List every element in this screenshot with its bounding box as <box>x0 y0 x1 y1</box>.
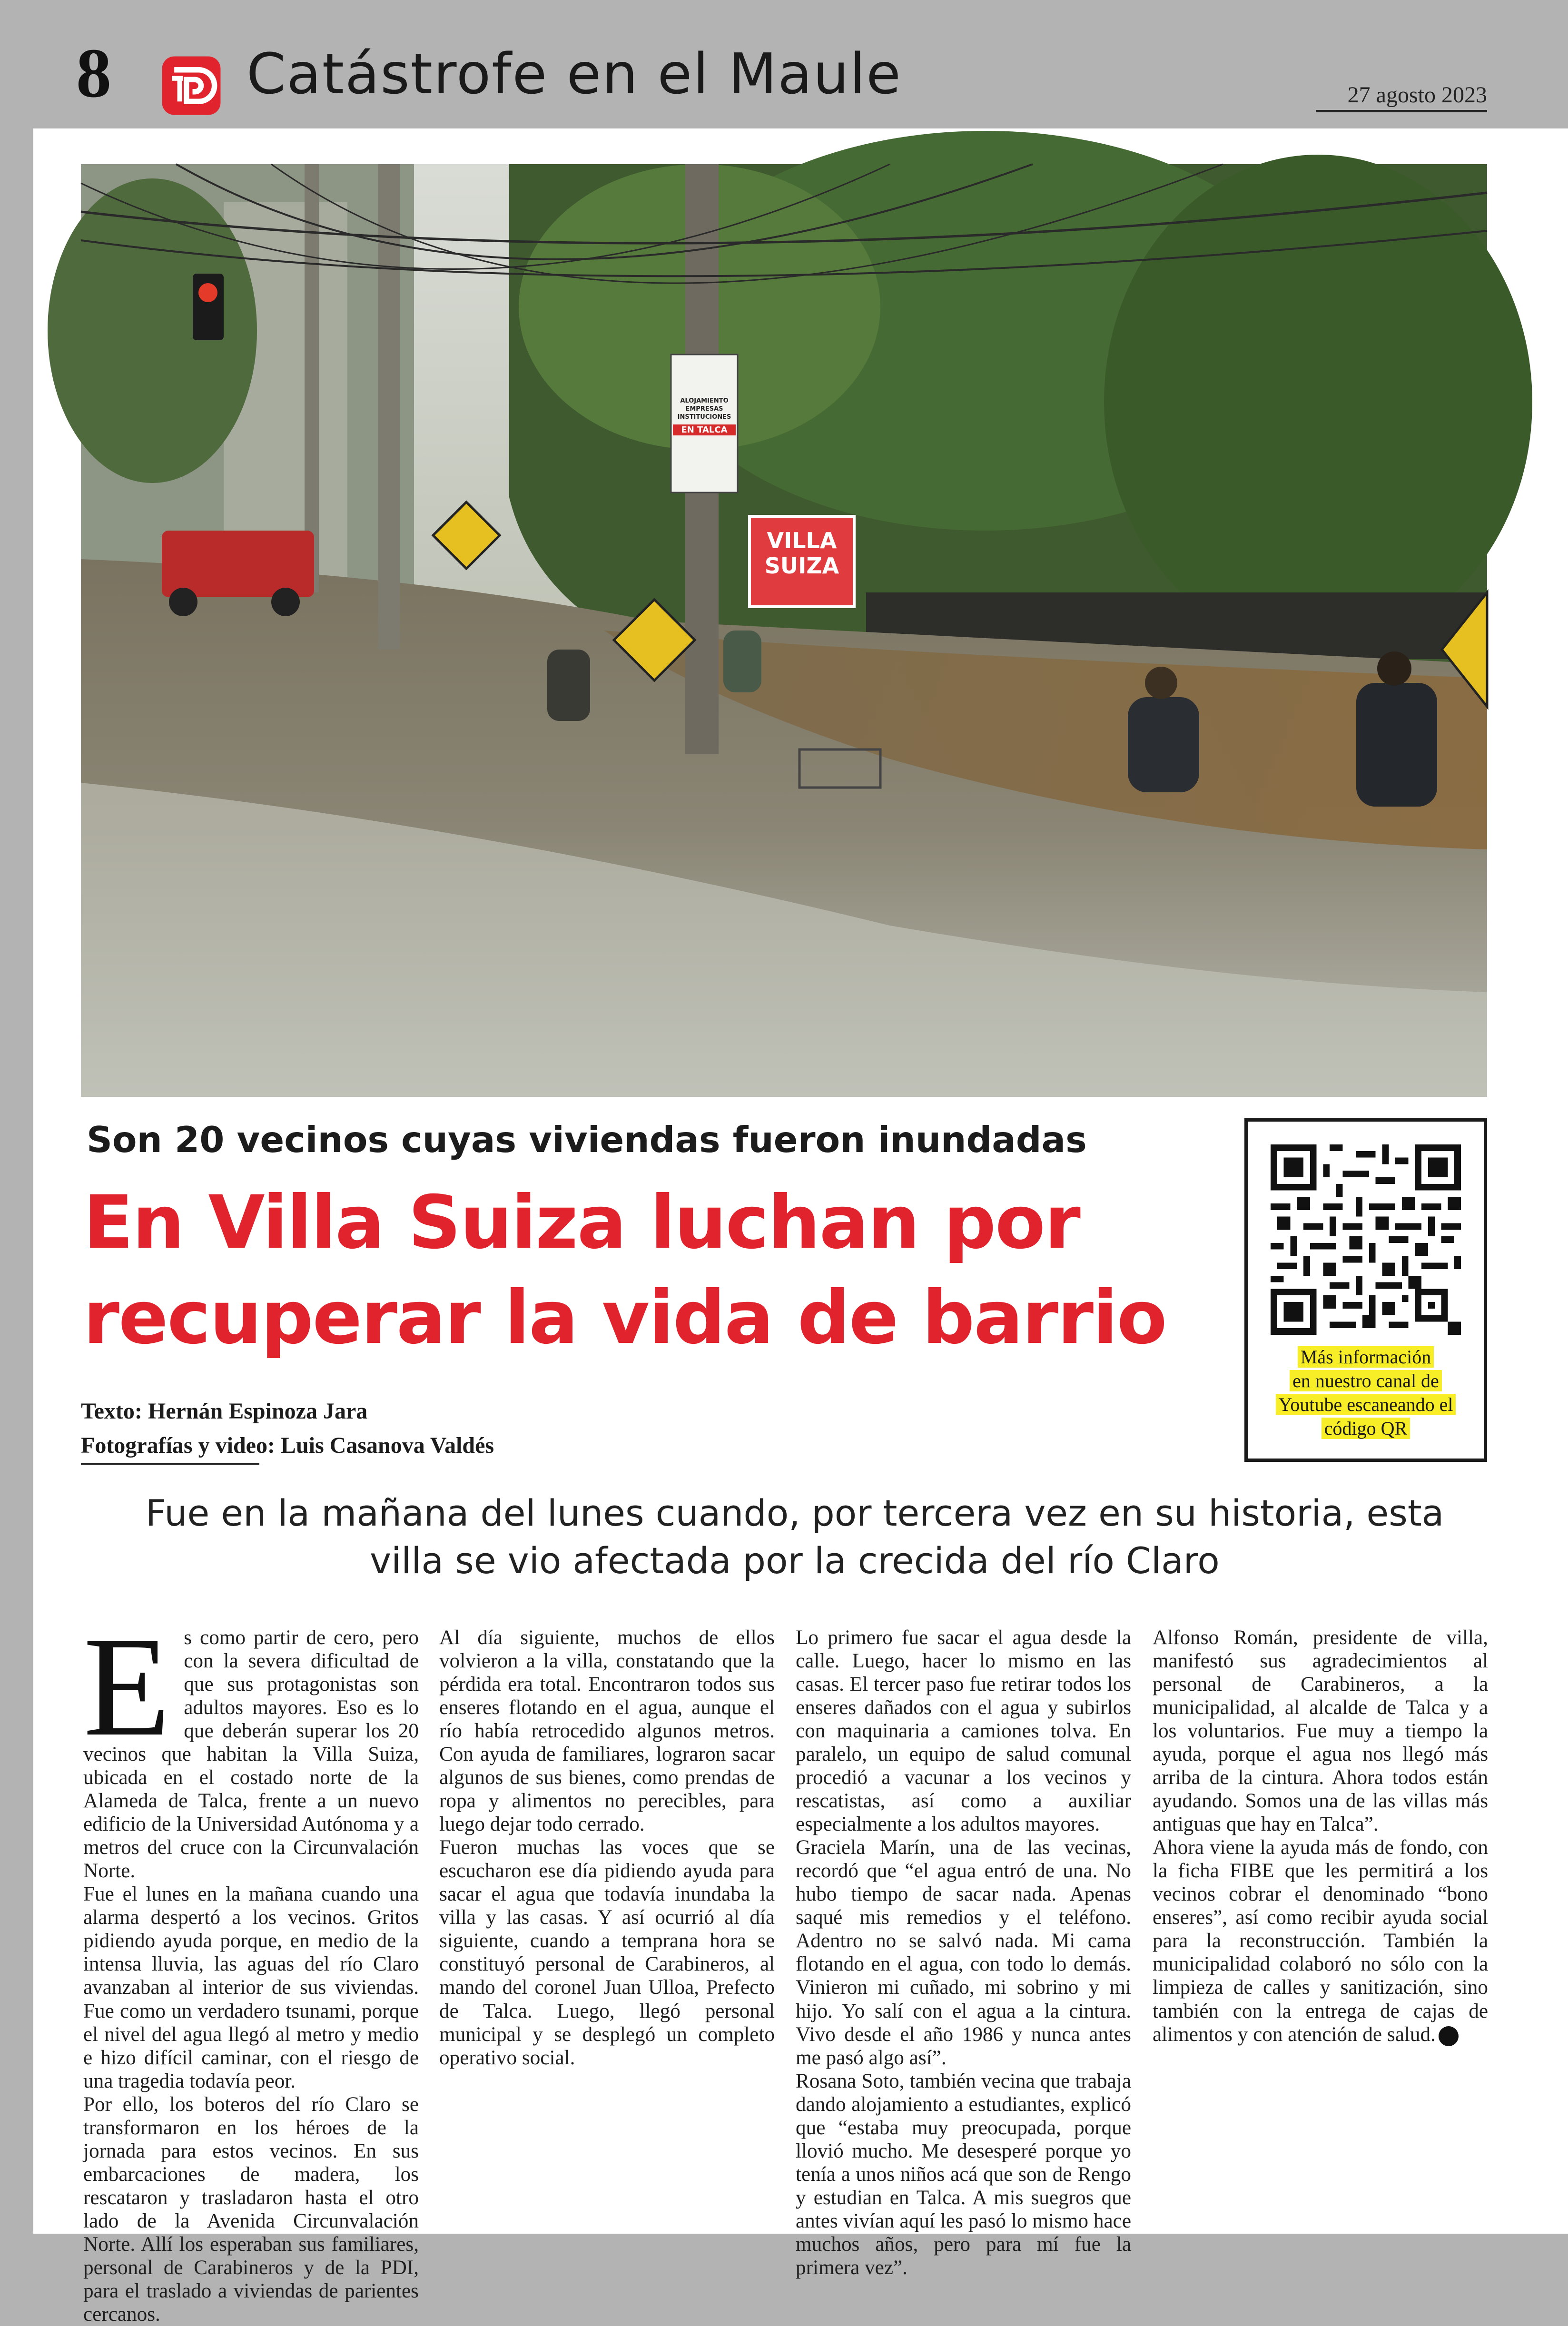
paragraph-5: Fueron muchas las voces que se escucharon ese día pidiendo ayuda para sacar el agua que todavía inundaba la villa y las casas. Y así ocurrió al día siguiente, cuando a temprana hora se constituyó personal de Carabineros, al mando del coronel Juan Ulloa, Prefecto de Talca. Luego, llegó personal municipal y se desplegó un completo operativo social. <box>439 1836 775 2069</box>
lodging-sign: ALOJAMIENTO EMPRESAS INSTITUCIONES EN TALCA <box>673 397 736 435</box>
paragraph-10: Ahora viene la ayuda más de fondo, con la ficha FIBE que les permitirá a los vecinos cobrar el denominado “bono enseres”, así como recibir ayuda social para la reconstrucción. También la municipalidad colaboró no sólo con la limpieza de calles y sanitización, sino también con la entrega de cajas de alimentos y con atención de salud. <box>1153 1836 1488 2046</box>
newspaper-logo-icon <box>161 55 222 116</box>
credits-divider <box>81 1463 259 1465</box>
villa-suiza-sign: VILLA SUIZA <box>764 528 839 579</box>
paragraph-3: Por ello, los boteros del río Claro se transformaron en los héroes de la jornada para estos vecinos. En sus embarcaciones de madera, los rescataron y trasladaron hasta el otro lado de la Avenida Circunvalación Norte. Allí los esperaban sus familiares, personal de Carabineros y de la PDI, para el traslado a viviendas de parientes cercanos. <box>83 2093 419 2326</box>
headline-line-2: recuperar la vida de barrio <box>83 1275 1166 1361</box>
article-column-1 <box>83 1607 419 2326</box>
flood-photo <box>81 164 1487 1097</box>
article-credits <box>81 1394 494 1463</box>
article-column-4 <box>1153 1626 1488 2046</box>
end-of-article-icon <box>1439 2026 1459 2046</box>
paragraph-6: Lo primero fue sacar el agua desde la calle. Luego, hacer lo mismo en las casas. El tercer paso fue retirar todos los enseres dañados con el agua y subirlos con maquinaria a camiones tolva. En paralelo, un equipo de salud comunal procedió a vacunar a los vecinos y rescatistas, así como a auxiliar especialmente a los adultos mayores. <box>796 1626 1131 1836</box>
page-number: 8 <box>76 34 111 112</box>
article-kicker: Son 20 vecinos cuyas viviendas fueron inundadas <box>87 1119 1087 1161</box>
paragraph-8: Rosana Soto, también vecina que trabaja dando alojamiento a estudiantes, explicó que “estaba muy preocupada, porque llovió mucho. Me desesperé porque yo tenía a unos niños acá que son de Rengo y estudian en Talca. A mis suegros que antes vivían aquí les pasó lo mismo hace muchos años, pero para mí fue la primera vez”. <box>796 2070 1131 2279</box>
qr-box[interactable] <box>1244 1118 1487 1462</box>
article-column-2 <box>439 1626 775 2070</box>
credits-text-author: Texto: Hernán Espinoza Jara <box>81 1399 368 1424</box>
drop-cap: E <box>83 1607 171 1765</box>
paragraph-1: s como partir de cero, pero con la severa dificultad de que sus protagonistas son adultos mayores. Eso es lo que deberán superar los 20 vecinos que habitan la Villa Suiza, ubicada en el costado norte de la Alameda de Talca, frente a un nuevo edificio de la Universidad Autónoma y a metros del cruce con la Circunvalación Norte. <box>83 1626 419 1882</box>
page-sheet <box>33 128 1568 2326</box>
article-headline <box>83 1175 1302 1366</box>
paragraph-4: Al día siguiente, muchos de ellos volvieron a la villa, constatando que la pérdida era total. Encontraron todos sus enseres flotando en el agua, aunque el río había retrocedido algunos metros. Con ayuda de familiares, lograron sacar algunos de sus bienes, como prendas de ropa y alimentos no perecibles, para luego dejar todo cerrado. <box>439 1626 775 1836</box>
article-deck: Fue en la mañana del lunes cuando, por tercera vez en su historia, esta villa se vio afectada por la crecida del río Claro <box>145 1492 1444 1582</box>
paragraph-2: Fue el lunes en la mañana cuando una alarma despertó a los vecinos. Gritos pidiendo ayuda porque, en medio de la intensa lluvia, las aguas del río Claro avanzaban al interior de sus viviendas. Fue como un verdadero tsunami, porque el nivel del agua llegó al metro y medio e hizo difícil caminar, con el riesgo de una tragedia todavía peor. <box>83 1883 419 2092</box>
headline-line-1: En Villa Suiza luchan por <box>83 1180 1080 1265</box>
issue-date: 27 agosto 2023 <box>1316 82 1487 112</box>
section-title: Catástrofe en el Maule <box>247 41 902 107</box>
credits-photo-author: Fotografías y video: Luis Casanova Valdés <box>81 1433 494 1458</box>
qr-code-icon[interactable] <box>1271 1144 1461 1335</box>
paragraph-9: Alfonso Román, presidente de villa, manifestó sus agradecimientos al personal de Carabineros, a la municipalidad, al alcalde de Talca y a los voluntarios. Fue muy a tiempo la ayuda, porque el agua nos llegó más arriba de la cintura. Ahora todos están ayudando. Somos una de las villas más antiguas que hay en Talca”. <box>1153 1626 1488 1836</box>
qr-caption: Más información en nuestro canal de Youtube escaneando el código QR <box>1257 1345 1474 1440</box>
paragraph-7: Graciela Marín, una de las vecinas, recordó que “el agua entró de una. No hubo tiempo de sacar nada. Apenas saqué mis remedios y el teléfono. Adentro no se salvó nada. Mi cama flotando en el agua, con todo lo demás. Vinieron mi cuñado, mi sobrino y mi hijo. Yo salí con el agua a la cintura. Vivo desde el año 1986 y nunca antes me pasó algo así”. <box>796 1836 1131 2069</box>
article-column-3 <box>796 1626 1131 2279</box>
